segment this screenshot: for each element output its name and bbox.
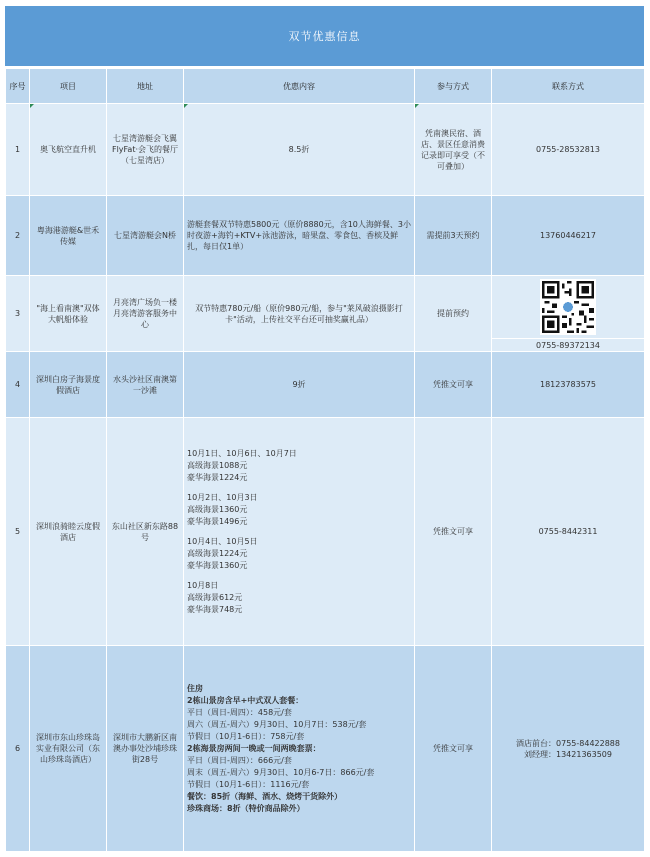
offer-line: 节假日（10月1-6日）：1116元/套 (187, 779, 310, 789)
row-contact: 18123783575 (492, 352, 645, 418)
offer-line (187, 528, 411, 536)
promotion-table (5, 68, 645, 852)
offer-line: 豪华海景1496元 (187, 516, 248, 526)
offer-line: 2栋山景房含早+中式双人套餐： (187, 695, 304, 705)
row-no: 2 (6, 196, 30, 276)
offer-line: 豪华海景748元 (187, 604, 243, 614)
row-project: "海上看南澳"双体大帆船体验 (30, 276, 107, 352)
offer-line: 10月8日 (187, 580, 219, 590)
header-method: 参与方式 (415, 69, 492, 104)
row-method: 凭推文可享 (415, 418, 492, 646)
row-method: 提前预约 (415, 276, 492, 352)
offer-line: 2栋海景房两间一晚或一间两晚套票： (187, 743, 321, 753)
row-no: 4 (6, 352, 30, 418)
row-method: 需提前3天预约 (415, 196, 492, 276)
row-address: 水头沙社区南澳第一沙滩 (107, 352, 184, 418)
row-method: 凭推文可享 (415, 352, 492, 418)
table-header-row (6, 69, 645, 104)
offer-line: 豪华海景1224元 (187, 472, 248, 482)
row-no: 5 (6, 418, 30, 646)
row-no: 3 (6, 276, 30, 352)
offer-line: 周六（周五-周六）9月30日、10月7日：538元/套 (187, 719, 367, 729)
contact-line: 酒店前台：0755-84422888 (516, 738, 620, 748)
table-row (6, 196, 645, 276)
offer-line: 10月2日、10月3日 (187, 492, 258, 502)
row-offer: 9折 (184, 352, 415, 418)
offer-line: 周末（周五-周六）9月30日、10月6-7日：866元/套 (187, 767, 375, 777)
qr-code-image (540, 279, 596, 335)
row-project: 深圳浪骑睦云度假酒店 (30, 418, 107, 646)
offer-line: 平日（周日-周四）：666元/套 (187, 755, 292, 765)
row-address: 七星湾游艇会N桥 (107, 196, 184, 276)
row-contact: 13760446217 (492, 196, 645, 276)
offer-line: 10月4日、10月5日 (187, 536, 258, 546)
offer-line: 住房 (187, 683, 203, 693)
table-row (6, 418, 645, 646)
table-row (6, 646, 645, 852)
header-no: 序号 (6, 69, 30, 104)
offer-line: 节假日（10月1-6日）：758元/套 (187, 731, 305, 741)
row-offer: 8.5折 (184, 104, 415, 196)
row-method: 凭南澳民宿、酒店、景区任意消费记录即可享受（不可叠加） (415, 104, 492, 196)
row-offer: 双节特惠780元/船（原价980元/船，参与"莱风破浪摄影打卡"活动，上传社交平台还可抽奖赢礼品） (184, 276, 415, 352)
row-contact-phone: 0755-89372134 (492, 338, 644, 350)
offer-line: 高级海景1360元 (187, 504, 248, 514)
header-address: 地址 (107, 69, 184, 104)
row-method: 凭推文可享 (415, 646, 492, 852)
row-project: 粤海港游艇&世禾传媒 (30, 196, 107, 276)
row-no: 1 (6, 104, 30, 196)
row-contact (492, 276, 645, 352)
offer-line: 餐饮：85折（海鲜、酒水、烧烤干货除外） (187, 791, 343, 801)
row-offer: 游艇套餐双节特惠5800元（原价8880元，含10人海鲜餐、3小时夜游+海钓+KTV+泳池游泳，暗果盘、零食包、香槟及鲜扎，每日仅1单） (184, 196, 415, 276)
header-project: 项目 (30, 69, 107, 104)
offer-line: 平日（周日-周四）：458元/套 (187, 707, 292, 717)
offer-line: 高级海景1088元 (187, 460, 248, 470)
table-row (6, 104, 645, 196)
row-contact: 0755-8442311 (492, 418, 645, 646)
table-row (6, 352, 645, 418)
header-offer: 优惠内容 (184, 69, 415, 104)
header-contact: 联系方式 (492, 69, 645, 104)
row-contact: 0755-28532813 (492, 104, 645, 196)
offer-line: 豪华海景1360元 (187, 560, 248, 570)
row-offer (184, 418, 415, 646)
offer-line (187, 484, 411, 492)
offer-line: 珍珠商场：8折（特价商品除外） (187, 803, 305, 813)
row-address: 七星湾游艇会飞翼FlyFat·会飞的餐厅（七星湾店） (107, 104, 184, 196)
row-project: 奥飞航空直升机 (30, 104, 107, 196)
row-contact (492, 646, 645, 852)
qr-code-icon (542, 281, 594, 333)
row-address: 深圳市大鹏新区南澳办事处沙埔珍珠街28号 (107, 646, 184, 852)
offer-line: 高级海景612元 (187, 592, 243, 602)
contact-line: 刘经理：13421363509 (524, 749, 612, 759)
row-address: 东山社区新东路88号 (107, 418, 184, 646)
offer-line: 10月1日、10月6日、10月7日 (187, 448, 297, 458)
row-no: 6 (6, 646, 30, 852)
row-project: 深圳市东山珍珠岛实业有限公司（东山珍珠岛酒店） (30, 646, 107, 852)
row-offer (184, 646, 415, 852)
table-row (6, 276, 645, 352)
offer-line: 高级海景1224元 (187, 548, 248, 558)
row-address: 月亮湾广场负一楼月亮湾游客服务中心 (107, 276, 184, 352)
offer-line (187, 572, 411, 580)
row-project: 深圳白房子海景度假酒店 (30, 352, 107, 418)
page-title: 双节优惠信息 (5, 6, 644, 66)
